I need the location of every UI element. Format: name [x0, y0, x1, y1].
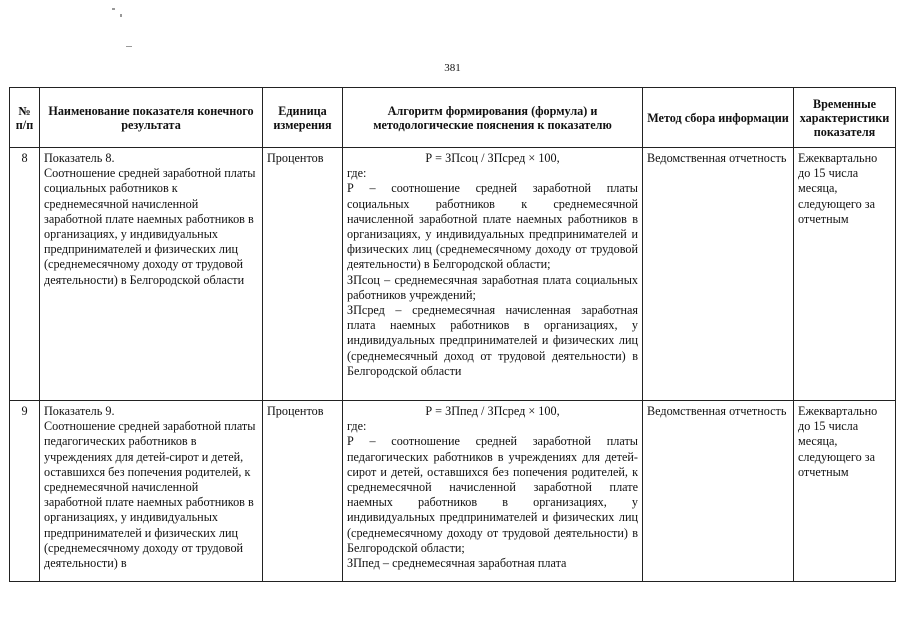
indicators-table: [9, 87, 896, 582]
scan-speck: [112, 8, 115, 10]
explanation-zp-ped: ЗПпед – среднемесячная заработная плата: [347, 556, 567, 571]
page-number: 381: [444, 62, 461, 74]
header-algorithm: Алгоритм формирования (формула) и методологические пояснения к показателю: [343, 88, 643, 148]
indicator-description: Соотношение средней заработной платы социальных работников к среднемесячной начисленной заработной плате наемных работников в организациях, у индивидуальных предпринимателей и физических лиц (среднемесячному доходу от трудовой деятельности) в Белгородской области: [44, 166, 256, 287]
algorithm-cell: [343, 401, 643, 582]
header-time: Временные характеристики показателя: [794, 88, 896, 148]
indicator-name-cell: [40, 148, 263, 401]
explanation-p: Р – соотношение средней заработной платы педагогических работников в учреждениях для детей-сирот и детей, оставшихся без попечения родителей, к среднемесячной начисленной заработной плате наемных работников в организациях, у индивидуальных предпринимателей и физических лиц (среднемесячному доходу от трудовой деятельности) в Белгородской области;: [347, 434, 638, 555]
header-method: Метод сбора информации: [643, 88, 794, 148]
scan-speck: [126, 46, 132, 47]
formula-where: где:: [347, 419, 367, 434]
indicator-title: Показатель 9.: [44, 404, 115, 418]
unit-cell: Процентов: [263, 148, 343, 401]
unit-cell: Процентов: [263, 401, 343, 582]
row-number: 8: [10, 148, 40, 401]
header-unit: Единица измерения: [263, 88, 343, 148]
table-row: [10, 401, 896, 582]
header-num: № п/п: [10, 88, 40, 148]
formula-where: где:: [347, 166, 367, 181]
indicator-title: Показатель 8.: [44, 151, 115, 165]
scan-speck: [120, 14, 122, 17]
method-cell: Ведомственная отчетность: [643, 401, 794, 582]
indicator-description: Соотношение средней заработной платы педагогических работников в учреждениях для детей-сирот и детей, оставшихся без попечения родителей, к среднемесячной начисленной заработной плате наемных работников в организациях, у индивидуальных предпринимателей и физических лиц (среднемесячному доходу от трудовой деятельности) в: [44, 419, 256, 571]
algorithm-cell: [343, 148, 643, 401]
row-number: 9: [10, 401, 40, 582]
indicator-name-cell: [40, 401, 263, 582]
explanation-zp-soc: ЗПсоц – среднемесячная заработная плата социальных работников учреждений;: [347, 272, 638, 302]
header-row: [10, 88, 896, 148]
header-name: Наименование показателя конечного результата: [40, 88, 263, 148]
explanation-p: Р – соотношение средней заработной платы социальных работников к среднемесячной начисленной заработной плате наемных работников в организациях, у индивидуальных предпринимателей и физических лиц (среднемесячному доходу от трудовой деятельности) в Белгородской области;: [347, 181, 638, 272]
time-cell: Ежеквартально до 15 числа месяца, следующего за отчетным: [794, 148, 896, 401]
explanation-zp-sred: ЗПсред – среднемесячная начисленная заработная плата наемных работников в организациях, у индивидуальных предпринимателей и физических лиц (среднемесячный доход от трудовой деятельности) в Белгородской области: [347, 303, 638, 378]
table-row: [10, 148, 896, 401]
method-cell: Ведомственная отчетность: [643, 148, 794, 401]
formula: Р = ЗПпед / ЗПсред × 100,: [425, 404, 560, 418]
formula: Р = ЗПсоц / ЗПсред × 100,: [425, 151, 560, 165]
time-cell: Ежеквартально до 15 числа месяца, следующего за отчетным: [794, 401, 896, 582]
